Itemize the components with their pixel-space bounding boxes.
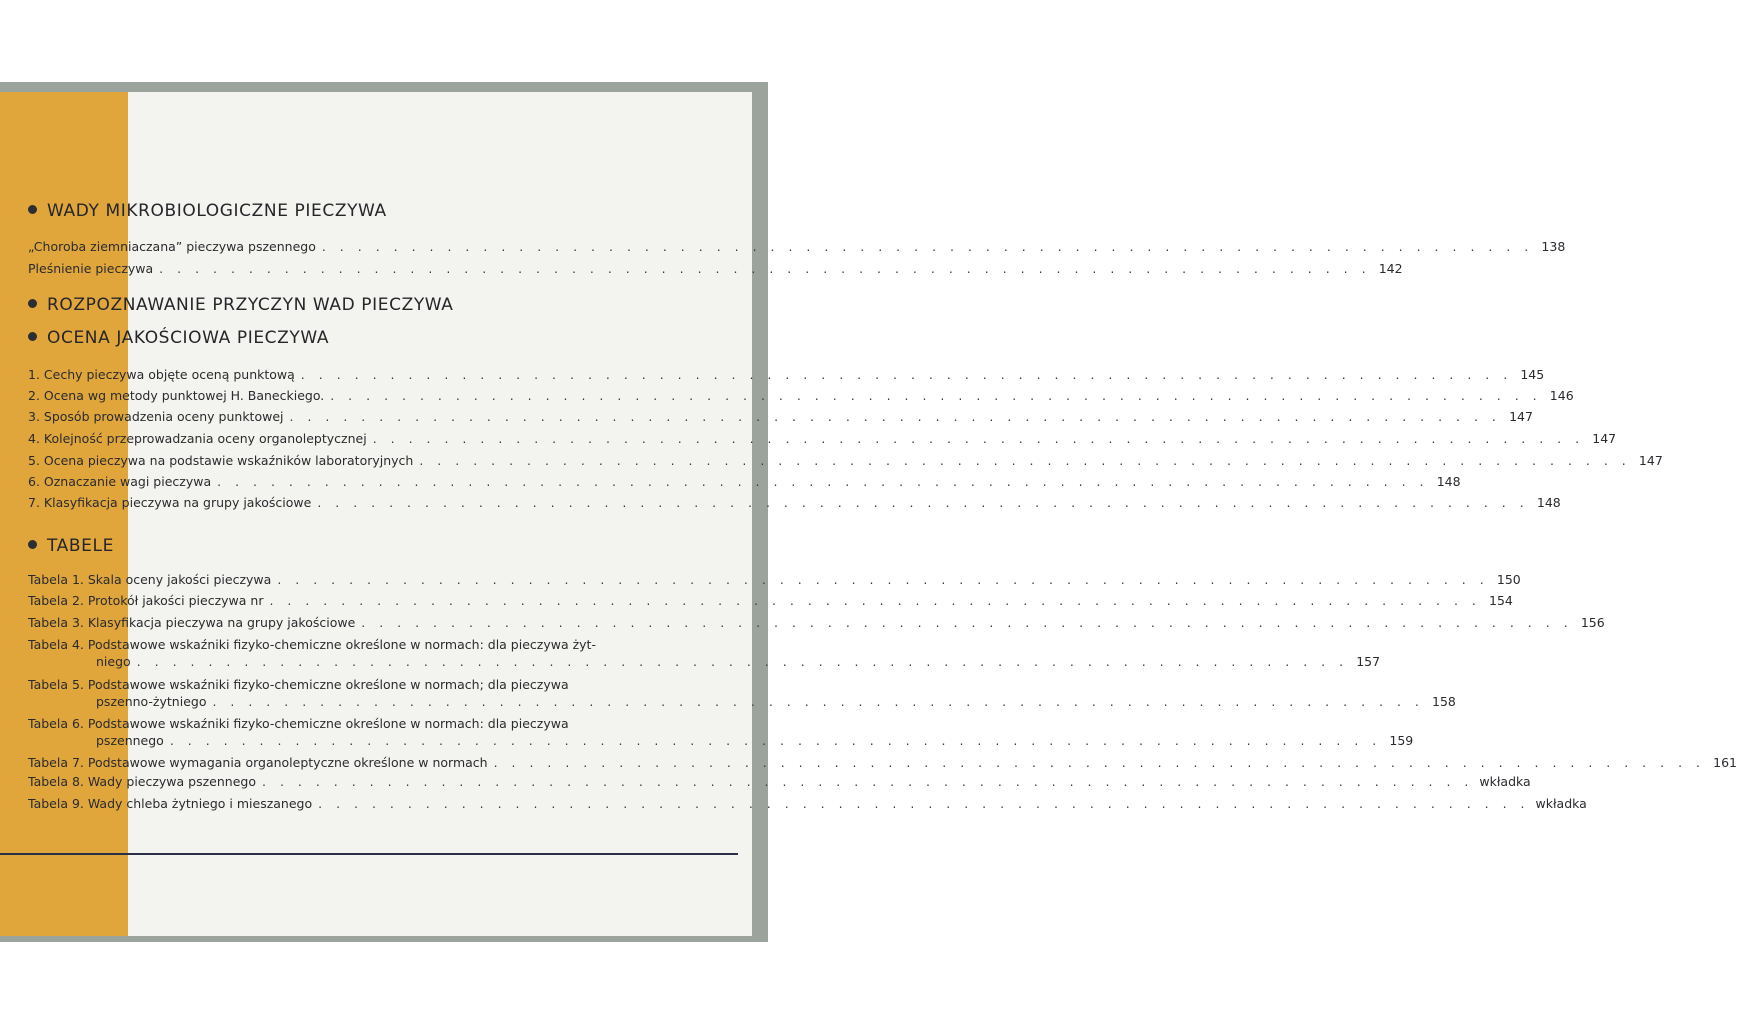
toc-entry[interactable]: [28, 773, 1531, 791]
toc-entry-label-continuation: niego: [96, 654, 131, 669]
section-title: WADY MIKROBIOLOGICZNE PIECZYWA: [47, 201, 387, 221]
toc-entry-label: „Choroba ziemniaczana” pieczywa pszennego: [28, 239, 316, 254]
toc-entry-label: Tabela 9. Wady chleba żytniego i mieszanego: [28, 796, 313, 811]
dot-leader: . . . . . . . . . . . . . . . . . . . . . . . . . . . . . . . . . . . . . . . . . . . . . . . . . . . . . . . . . . . . . . . . . . . .: [136, 654, 1349, 669]
toc-entry[interactable]: [28, 614, 1605, 632]
toc-entry[interactable]: [28, 636, 734, 654]
section-heading-wady: [28, 201, 387, 221]
toc-entry-label: 6. Oznaczanie wagi pieczywa: [28, 474, 212, 489]
toc-entry-page: wkładka: [1535, 796, 1587, 811]
toc-entry-label: Pleśnienie pieczywa: [28, 261, 154, 276]
toc-entry-page: 156: [1580, 615, 1605, 630]
toc-entry-page: 147: [1592, 431, 1617, 446]
toc-entry-page: 150: [1496, 572, 1521, 587]
toc-entry-label: 1. Cechy pieczywa objęte oceną punktową: [28, 367, 295, 382]
toc-entry-label-continuation: pszennego: [96, 733, 164, 748]
dot-leader: . . . . . . . . . . . . . . . . . . . . . . . . . . . . . . . . . . . . . . . . . . . . . . . . . . . . . . . . . . . . . . . . . . . .: [169, 733, 1382, 748]
toc-entry-page: 154: [1489, 593, 1513, 608]
toc-entry-label: Tabela 8. Wady pieczywa pszennego: [28, 774, 256, 789]
toc-entry[interactable]: [28, 715, 734, 733]
bullet-icon: [28, 205, 37, 214]
dot-leader: . . . . . . . . . . . . . . . . . . . . . . . . . . . . . . . . . . . . . . . . . . . . . . . . . . . . . . . . . . . . . . . . . . . .: [372, 431, 1585, 446]
toc-entry-label: Tabela 6. Podstawowe wskaźniki fizyko-chemiczne określone w normach: dla pieczywa: [28, 716, 569, 731]
toc-entry[interactable]: [28, 408, 1533, 426]
toc-entry-page: 157: [1356, 654, 1381, 669]
toc-entry[interactable]: [28, 430, 1617, 448]
toc-entry[interactable]: [28, 795, 1587, 813]
toc-entry-label: Tabela 5. Podstawowe wskaźniki fizyko-chemiczne określone w normach; dla pieczywa: [28, 677, 569, 692]
dot-leader: . . . . . . . . . . . . . . . . . . . . . . . . . . . . . . . . . . . . . . . . . . . . . . . . . . . . . . . . . . . . . . . . . . . .: [159, 261, 1371, 276]
dot-leader: . . . . . . . . . . . . . . . . . . . . . . . . . . . . . . . . . . . . . . . . . . . . . . . . . . . . . . . . . . . . . . . . . . . .: [269, 593, 1481, 608]
toc-entry[interactable]: [28, 754, 1737, 772]
toc-entry-label: 2. Ocena wg metody punktowej H. Baneckiego.: [28, 388, 325, 403]
toc-entry-label: Tabela 1. Skala oceny jakości pieczywa: [28, 572, 272, 587]
bullet-icon: [28, 332, 37, 341]
toc-entry-label: 5. Ocena pieczywa na podstawie wskaźników laboratoryjnych: [28, 453, 414, 468]
toc-entry-page: 138: [1541, 239, 1566, 254]
toc-entry-page: 147: [1638, 453, 1663, 468]
toc-entry-continuation[interactable]: [96, 693, 1456, 711]
section-title: OCENA JAKOŚCIOWA PIECZYWA: [47, 328, 330, 348]
dot-leader: . . . . . . . . . . . . . . . . . . . . . . . . . . . . . . . . . . . . . . . . . . . . . . . . . . . . . . . . . . . . . . . . . . . .: [318, 796, 1530, 811]
toc-entry[interactable]: [28, 571, 1521, 589]
dot-leader: . . . . . . . . . . . . . . . . . . . . . . . . . . . . . . . . . . . . . . . . . . . . . . . . . . . . . . . . . . . . . . . . . . . .: [317, 495, 1529, 510]
toc-entry-label: Tabela 3. Klasyfikacja pieczywa na grupy jakościowe: [28, 615, 356, 630]
dot-leader: . . . . . . . . . . . . . . . . . . . . . . . . . . . . . . . . . . . . . . . . . . . . . . . . . . . . . . . . . . . . . . . . . . . .: [262, 774, 1474, 789]
dot-leader: . . . . . . . . . . . . . . . . . . . . . . . . . . . . . . . . . . . . . . . . . . . . . . . . . . . . . . . . . . . . . . . . . . . .: [419, 453, 1631, 468]
bullet-icon: [28, 540, 37, 549]
toc-entry-continuation[interactable]: [96, 732, 1414, 750]
toc-entry[interactable]: [28, 387, 1574, 405]
toc-entry[interactable]: [28, 238, 1566, 256]
toc-entry-page: 159: [1389, 733, 1414, 748]
section-heading-tabele: [28, 536, 114, 556]
toc-entry[interactable]: [28, 452, 1663, 470]
dot-leader: . . . . . . . . . . . . . . . . . . . . . . . . . . . . . . . . . . . . . . . . . . . . . . . . . . . . . . . . . . . . . . . . . . . .: [330, 388, 1542, 403]
dot-leader: . . . . . . . . . . . . . . . . . . . . . . . . . . . . . . . . . . . . . . . . . . . . . . . . . . . . . . . . . . . . . . . . . . . .: [277, 572, 1489, 587]
toc-entry[interactable]: [28, 473, 1461, 491]
dot-leader: . . . . . . . . . . . . . . . . . . . . . . . . . . . . . . . . . . . . . . . . . . . . . . . . . . . . . . . . . . . . . . . . . . . .: [493, 755, 1705, 770]
section-heading-rozpoznawanie: [28, 295, 454, 315]
toc-entry[interactable]: [28, 494, 1561, 512]
toc-entry-continuation[interactable]: [96, 653, 1381, 671]
toc-entry[interactable]: [28, 592, 1513, 610]
dot-leader: . . . . . . . . . . . . . . . . . . . . . . . . . . . . . . . . . . . . . . . . . . . . . . . . . . . . . . . . . . . . . . . . . . . .: [300, 367, 1513, 382]
toc-entry-page: wkładka: [1479, 774, 1531, 789]
toc-entry[interactable]: [28, 260, 1403, 278]
section-title: ROZPOZNAWANIE PRZYCZYN WAD PIECZYWA: [47, 295, 454, 315]
toc-entry-page: 148: [1436, 474, 1461, 489]
dot-leader: . . . . . . . . . . . . . . . . . . . . . . . . . . . . . . . . . . . . . . . . . . . . . . . . . . . . . . . . . . . . . . . . . . . .: [321, 239, 1534, 254]
toc-entry-page: 142: [1378, 261, 1403, 276]
toc-entry-page: 158: [1432, 694, 1456, 709]
dot-leader: . . . . . . . . . . . . . . . . . . . . . . . . . . . . . . . . . . . . . . . . . . . . . . . . . . . . . . . . . . . . . . . . . . . .: [289, 409, 1501, 424]
toc-entry-label: Tabela 2. Protokół jakości pieczywa nr: [28, 593, 264, 608]
bottom-rule: [0, 853, 738, 855]
toc-entry-page: 147: [1509, 409, 1533, 424]
toc-entry-label: Tabela 4. Podstawowe wskaźniki fizyko-chemiczne określone w normach: dla pieczywa żyt-: [28, 637, 596, 652]
toc-entry[interactable]: [28, 676, 734, 694]
toc-entry-page: 145: [1520, 367, 1545, 382]
toc-entry-page: 146: [1549, 388, 1574, 403]
dot-leader: . . . . . . . . . . . . . . . . . . . . . . . . . . . . . . . . . . . . . . . . . . . . . . . . . . . . . . . . . . . . . . . . . . . .: [212, 694, 1424, 709]
toc-entry-label: 7. Klasyfikacja pieczywa na grupy jakościowe: [28, 495, 312, 510]
toc-entry-page: 161: [1713, 755, 1737, 770]
toc-entry-label: Tabela 7. Podstawowe wymagania organoleptyczne określone w normach: [28, 755, 488, 770]
toc-entry-label: 3. Sposób prowadzenia oceny punktowej: [28, 409, 284, 424]
toc-entry-label: 4. Kolejność przeprowadzania oceny organoleptycznej: [28, 431, 367, 446]
dot-leader: . . . . . . . . . . . . . . . . . . . . . . . . . . . . . . . . . . . . . . . . . . . . . . . . . . . . . . . . . . . . . . . . . . . .: [361, 615, 1573, 630]
section-title: TABELE: [47, 536, 114, 556]
toc-entry-label-continuation: pszenno-żytniego: [96, 694, 207, 709]
section-heading-ocena: [28, 328, 329, 348]
toc-entry[interactable]: [28, 366, 1545, 384]
bullet-icon: [28, 299, 37, 308]
toc-entry-page: 148: [1536, 495, 1561, 510]
dot-leader: . . . . . . . . . . . . . . . . . . . . . . . . . . . . . . . . . . . . . . . . . . . . . . . . . . . . . . . . . . . . . . . . . . . .: [217, 474, 1429, 489]
